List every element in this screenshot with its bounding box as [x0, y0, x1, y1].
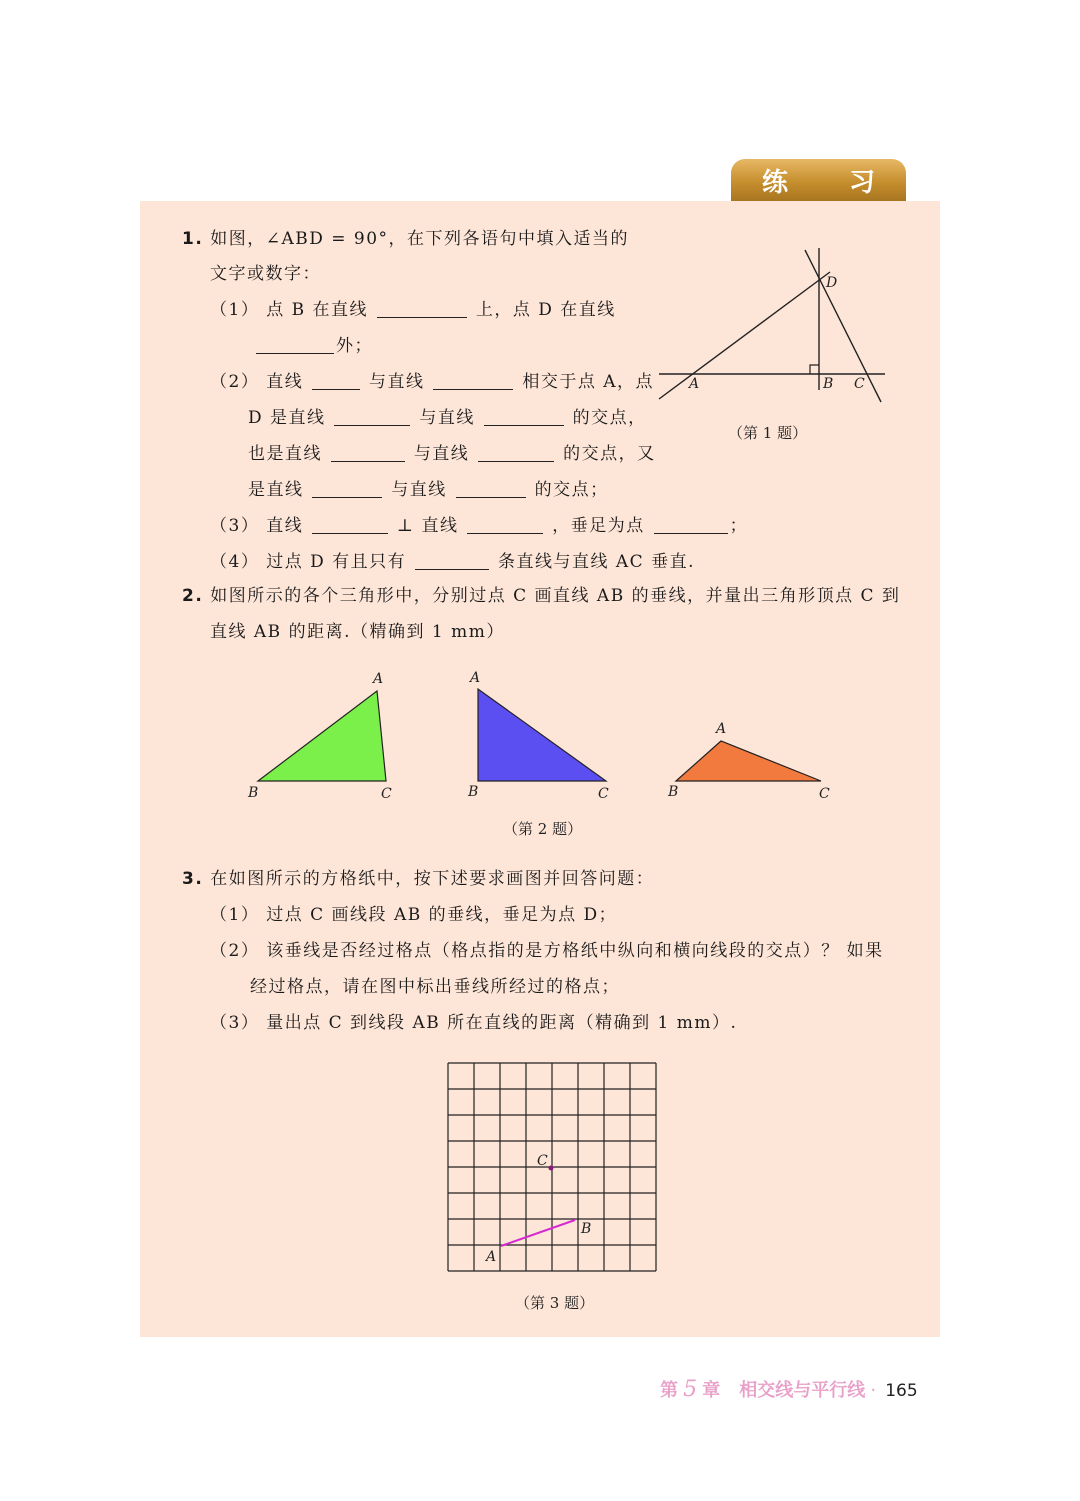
q1-part2-line2: [248, 406, 647, 430]
point-c: [549, 1166, 554, 1171]
t3-label-b: B: [668, 784, 679, 800]
q1-p1-text-a: （1） 点 B 在直线: [210, 300, 369, 320]
t1-label-b: B: [248, 785, 259, 801]
q1-part2-line1: [210, 370, 654, 394]
q1-text-line1: 如图，∠ABD = 90°，在下列各语句中填入适当的: [210, 229, 630, 249]
q1-p4-text-a: （4） 过点 D 有且只有: [210, 552, 407, 572]
footer-dot: ·: [870, 1380, 877, 1401]
q2-text-line1: 如图所示的各个三角形中，分别过点 C 画直线 AB 的垂线，并量出三角形顶点 C 到: [210, 586, 901, 606]
answer-blank[interactable]: [312, 479, 382, 498]
q3-text-line1: 在如图所示的方格纸中，按下述要求画图并回答问题：: [210, 869, 655, 889]
q3-grid-figure: [440, 1055, 666, 1281]
right-angle-mark: [810, 365, 819, 374]
answer-blank[interactable]: [256, 335, 334, 354]
q1-part1-line2: [254, 334, 373, 358]
answer-blank[interactable]: [433, 371, 513, 390]
q1-p2-text-k: 与直线: [391, 480, 447, 500]
line-ad: [659, 272, 830, 399]
q1-part1-line1: [210, 298, 616, 322]
exercise-tab-label: 练 习: [761, 167, 902, 198]
t2-label-b: B: [468, 784, 479, 800]
t3-label-c: C: [819, 786, 830, 802]
label-a: A: [689, 376, 700, 392]
q1-p4-text-b: 条直线与直线 AC 垂直.: [497, 552, 695, 572]
answer-blank[interactable]: [312, 371, 360, 390]
q2-text-line2: 直线 AB 的距离.（精确到 1 mm）: [210, 622, 505, 642]
page-number: 165: [885, 1381, 918, 1401]
triangle-2: [478, 689, 606, 781]
t1-label-c: C: [381, 786, 392, 802]
q1-p3-text-b: ⊥ 直线: [397, 516, 459, 536]
q1-p1-text-b: 上，点 D 在直线: [475, 300, 616, 320]
t1-label-a: A: [373, 671, 384, 687]
t3-label-a: A: [716, 721, 727, 737]
chapter-prefix: 第: [660, 1380, 678, 1401]
label-c: C: [537, 1153, 548, 1169]
segment-ab: [501, 1220, 575, 1246]
q1-figure-caption: （第 1 题）: [728, 424, 808, 442]
label-a: A: [486, 1249, 497, 1265]
q1-line1: [182, 227, 629, 251]
q1-p1-text-c: 外；: [336, 336, 373, 356]
answer-blank[interactable]: [331, 443, 405, 462]
answer-blank[interactable]: [654, 515, 728, 534]
label-d: D: [826, 275, 838, 291]
q3-step1: （1） 过点 C 画线段 AB 的垂线，垂足为点 D；: [210, 905, 618, 925]
label-c: C: [854, 376, 865, 392]
exercise-tab: [731, 159, 906, 201]
triangle-1: [258, 691, 386, 781]
chapter-number: 5: [683, 1377, 698, 1402]
q1-p2-text-b: 与直线: [369, 372, 425, 392]
q1-p2-text-h: 与直线: [413, 444, 470, 464]
q3-figure-caption: （第 3 题）: [515, 1294, 595, 1312]
answer-blank[interactable]: [467, 515, 543, 534]
q3-step2-line1: （2） 该垂线是否经过格点（格点指的是方格纸中纵向和横向线段的交点）？ 如果: [210, 941, 884, 961]
q1-p2-text-f: 的交点，: [572, 408, 647, 428]
q2-figure-caption: （第 2 题）: [503, 820, 583, 838]
answer-blank[interactable]: [377, 299, 467, 318]
q1-p2-text-i: 的交点，又: [563, 444, 656, 464]
label-b: B: [823, 376, 834, 392]
q1-p2-text-j: 是直线: [248, 480, 304, 500]
q1-part2-line4: [248, 478, 609, 502]
answer-blank[interactable]: [415, 551, 489, 570]
q3-number: 3.: [182, 869, 204, 889]
q2-figure: [240, 665, 840, 810]
q3-step3: （3） 量出点 C 到线段 AB 所在直线的距离（精确到 1 mm）.: [210, 1013, 738, 1033]
q1-p2-text-a: （2） 直线: [210, 372, 304, 392]
q1-p2-text-g: 也是直线: [248, 444, 322, 464]
answer-blank[interactable]: [334, 407, 410, 426]
q1-p2-text-c: 相交于点 A，点: [522, 372, 655, 392]
t2-label-c: C: [598, 786, 609, 802]
q1-p3-text-a: （3） 直线: [210, 516, 304, 536]
q1-part3: [210, 514, 748, 538]
answer-blank[interactable]: [456, 479, 526, 498]
q1-part4: [210, 550, 695, 574]
chapter-title: 相交线与平行线: [739, 1380, 866, 1401]
q1-p2-text-l: 的交点；: [534, 480, 609, 500]
t2-label-a: A: [470, 670, 481, 686]
triangle-3: [676, 741, 821, 781]
q3-step2-line2: 经过格点，请在图中标出垂线所经过的格点；: [250, 977, 620, 997]
q3-line1: [182, 867, 654, 891]
q1-text-line2: 文字或数字：: [210, 264, 321, 284]
answer-blank[interactable]: [484, 407, 564, 426]
q1-p3-text-c: ，垂足为点: [552, 516, 645, 536]
q1-p2-text-d: D 是直线: [248, 408, 326, 428]
q1-figure: [655, 240, 895, 410]
q1-p2-text-e: 与直线: [419, 408, 475, 428]
answer-blank[interactable]: [312, 515, 388, 534]
answer-blank[interactable]: [478, 443, 554, 462]
line-cd: [805, 250, 881, 402]
q1-part2-line3: [248, 442, 656, 466]
q1-p3-text-d: ；: [729, 516, 749, 536]
label-b: B: [581, 1221, 592, 1237]
chapter-suffix: 章: [702, 1380, 721, 1401]
page-footer: [660, 1376, 918, 1402]
q2-line1: [182, 584, 900, 608]
q2-number: 2.: [182, 586, 204, 606]
q1-number: 1.: [182, 229, 204, 249]
